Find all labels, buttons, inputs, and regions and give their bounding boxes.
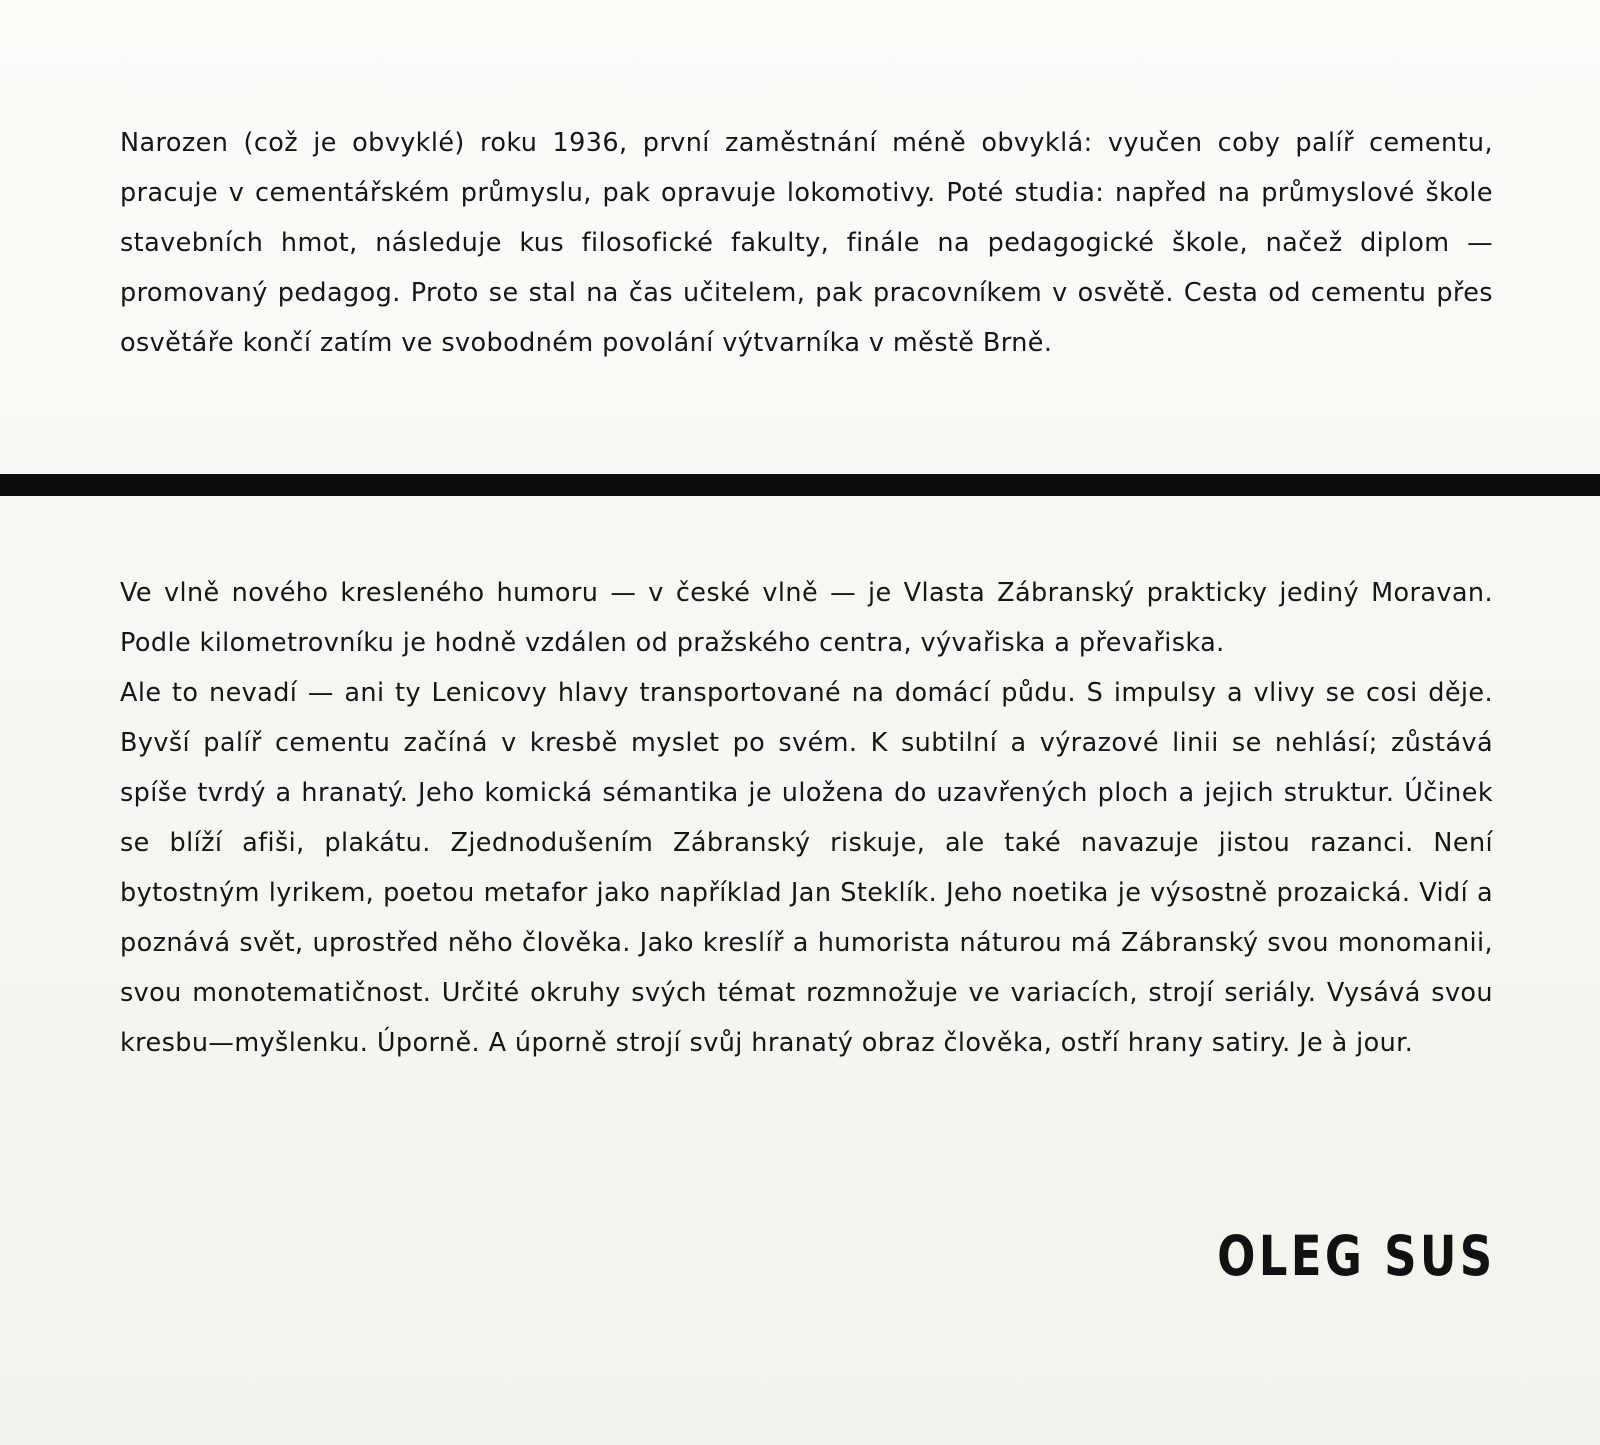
essay-section xyxy=(120,568,1493,1068)
essay-paragraph-2: Ale to nevadí — ani ty Lenicovy hlavy transportované na domácí půdu. S impulsy a vlivy se cosi děje. Byvší palíř cementu začíná v kresbě myslet po svém. K subtilní a výrazové linii se nehlásí; zůstává spíše tvrdý a hranatý. Jeho komická sémantika je uložena do uzavřených ploch a jejich struktur. Účinek se blíží afiši, plakátu. Zjednodušením Zábranský riskuje, ale také navazuje jistou razanci. Není bytostným lyrikem, poetou metafor jako například Jan Steklík. Jeho noetika je výsostně prozaická. Vidí a poznává svět, uprostřed něho člověka. Jako kreslíř a humorista náturou má Zábranský svou monomanii, svou monotematičnost. Určité okruhy svých témat rozmnožuje ve variacích, strojí seriály. Vysává svou kresbu—myšlenku. Úporně. A úporně strojí svůj hranatý obraz člověka, ostří hrany satiry. Je à jour. xyxy=(120,678,1493,1058)
biography-paragraph: Narozen (což je obvyklé) roku 1936, první zaměstnání méně obvyklá: vyučen coby palíř cementu, pracuje v cementářském průmyslu, pak opravuje lokomotivy. Poté studia: napřed na průmyslové škole stavebních hmot, následuje kus filosofické fakulty, finále na pedagogické škole, načež diplom — promovaný pedagog. Proto se stal na čas učitelem, pak pracovníkem v osvětě. Cesta od cementu přes osvětáře končí zatím ve svobodném povolání výtvarníka v městě Brně. xyxy=(120,128,1493,358)
biography-section xyxy=(120,118,1493,368)
essay-paragraph-1: Ve vlně nového kresleného humoru — v české vlně — je Vlasta Zábranský prakticky jediný Moravan. Podle kilometrovníku je hodně vzdálen od pražského centra, vývařiska a převařiska. xyxy=(120,578,1493,658)
horizontal-divider xyxy=(0,474,1600,496)
author-signature: OLEG SUS xyxy=(1217,1224,1496,1288)
